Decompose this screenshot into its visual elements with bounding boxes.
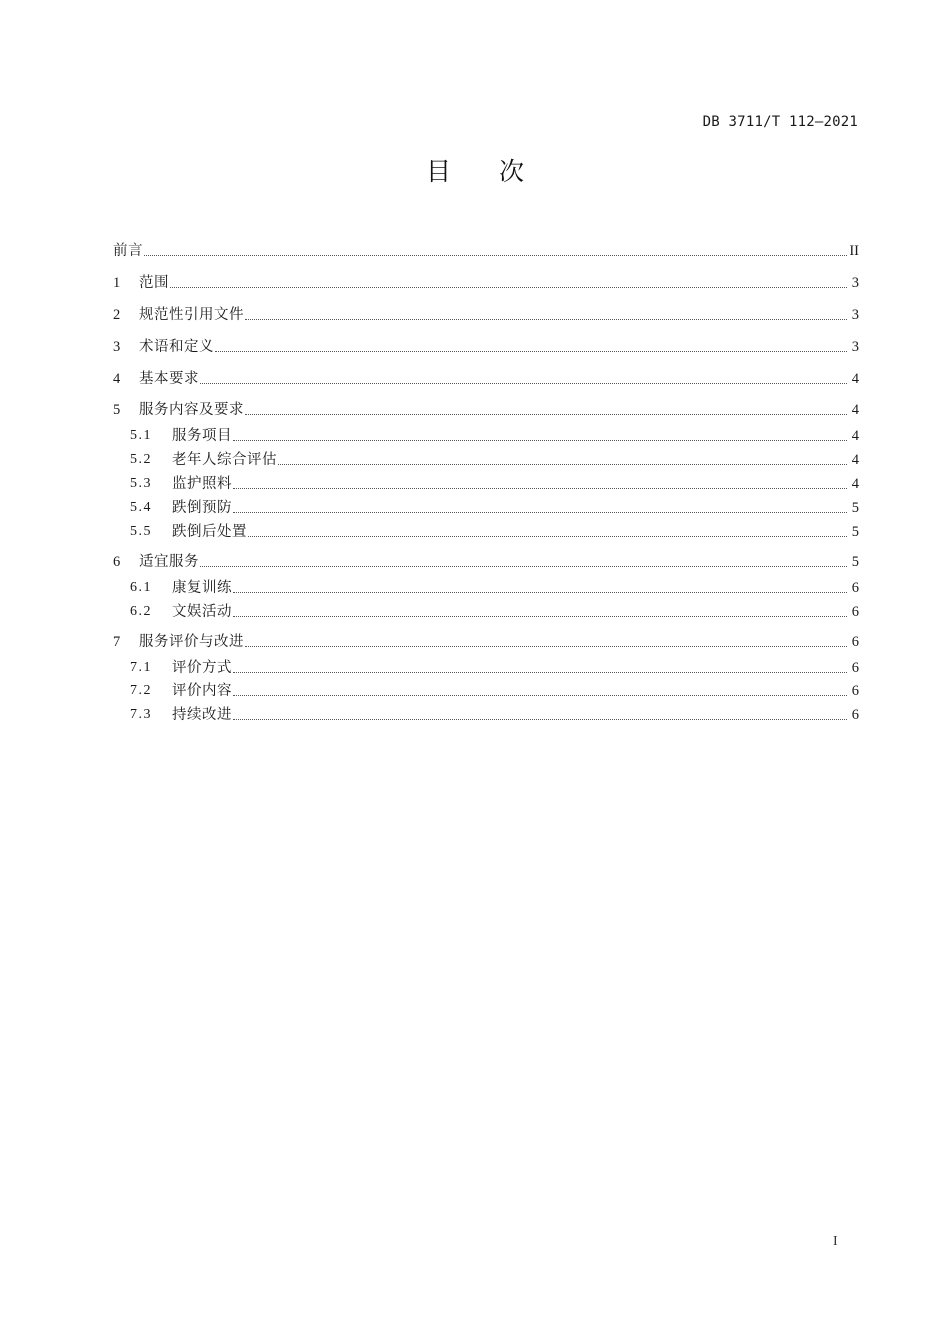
- toc-entry-label: 服务评价与改进: [139, 634, 244, 650]
- toc-entry-page: 6: [851, 660, 859, 676]
- toc-entry-label: 范围: [139, 275, 169, 291]
- toc-entry-number: 7.1: [130, 660, 152, 675]
- dot-leader: [248, 536, 847, 537]
- toc-entry-page: 5: [851, 500, 859, 516]
- toc-entry-page: 6: [851, 634, 859, 650]
- toc-entry-label: 监护照料: [172, 476, 232, 492]
- toc-entry-number: 6.2: [130, 604, 152, 619]
- toc-entry-foreword[interactable]: [113, 240, 859, 262]
- toc-entry-7-3[interactable]: [113, 704, 859, 726]
- document-code: DB 3711/T 112—2021: [702, 114, 858, 130]
- toc-entry-label: 术语和定义: [139, 339, 214, 355]
- toc-entry-page: 6: [851, 580, 859, 596]
- toc-entry-number: 6: [113, 554, 121, 570]
- toc-entry-label: 跌倒后处置: [172, 524, 247, 540]
- toc-entry-page: 3: [851, 307, 859, 323]
- toc-entry-4[interactable]: [113, 368, 859, 390]
- dot-leader: [233, 672, 847, 673]
- toc-entry-number: 5.5: [130, 524, 152, 539]
- toc-entry-label: 服务项目: [172, 428, 232, 444]
- toc-entry-page: 5: [851, 524, 859, 540]
- toc-entry-6-1[interactable]: [113, 577, 859, 599]
- dot-leader: [233, 719, 847, 720]
- toc-entry-page: 4: [851, 371, 859, 387]
- toc-entry-label: 规范性引用文件: [139, 307, 244, 323]
- dot-leader: [233, 592, 847, 593]
- dot-leader: [245, 414, 847, 415]
- toc-entry-label: 评价方式: [172, 660, 232, 676]
- toc-entry-page: 4: [851, 402, 859, 418]
- toc-entry-page: 6: [851, 604, 859, 620]
- toc-entry-label: 文娱活动: [172, 604, 232, 620]
- toc-entry-1[interactable]: [113, 272, 859, 294]
- dot-leader: [233, 440, 847, 441]
- toc-entry-page: 4: [851, 428, 859, 444]
- dot-leader: [144, 255, 847, 256]
- dot-leader: [200, 566, 847, 567]
- toc-entry-6-2[interactable]: [113, 601, 859, 623]
- dot-leader: [200, 383, 847, 384]
- toc-entry-7[interactable]: [113, 631, 859, 653]
- dot-leader: [245, 319, 847, 320]
- toc-entry-number: 5: [113, 402, 121, 418]
- dot-leader: [233, 616, 847, 617]
- dot-leader: [233, 695, 847, 696]
- dot-leader: [233, 488, 847, 489]
- toc-entry-3[interactable]: [113, 336, 859, 358]
- toc-entry-label: 老年人综合评估: [172, 452, 277, 468]
- toc-entry-5-3[interactable]: [113, 473, 859, 495]
- toc-entry-page: 3: [851, 339, 859, 355]
- dot-leader: [215, 351, 847, 352]
- dot-leader: [233, 512, 847, 513]
- dot-leader: [170, 287, 847, 288]
- toc-entry-label: 康复训练: [172, 580, 232, 596]
- toc-entry-number: 5.2: [130, 452, 152, 467]
- toc-entry-5-5[interactable]: [113, 521, 859, 543]
- dot-leader: [245, 646, 847, 647]
- toc-entry-6[interactable]: [113, 551, 859, 573]
- dot-leader: [278, 464, 847, 465]
- page-title: 目次: [425, 157, 572, 186]
- toc-entry-label: 持续改进: [172, 707, 232, 723]
- toc-entry-number: 7.3: [130, 707, 152, 722]
- toc-entry-page: 5: [851, 554, 859, 570]
- toc-entry-page: 6: [851, 683, 859, 699]
- page-number: I: [833, 1234, 838, 1249]
- toc-entry-number: 5.4: [130, 500, 152, 515]
- toc-entry-page: 4: [851, 476, 859, 492]
- toc-entry-number: 4: [113, 371, 121, 387]
- toc-entry-label: 跌倒预防: [172, 500, 232, 516]
- toc-entry-5[interactable]: [113, 399, 859, 421]
- toc-entry-page: 6: [851, 707, 859, 723]
- toc-entry-2[interactable]: [113, 304, 859, 326]
- toc-entry-page: 3: [851, 275, 859, 291]
- toc-entry-5-4[interactable]: [113, 497, 859, 519]
- toc-entry-label: 适宜服务: [139, 554, 199, 570]
- toc-entry-number: 5.3: [130, 476, 152, 491]
- toc-entry-number: 5.1: [130, 428, 152, 443]
- toc-entry-number: 3: [113, 339, 121, 355]
- toc-entry-5-1[interactable]: [113, 425, 859, 447]
- toc-entry-page: II: [849, 243, 859, 259]
- toc-entry-7-2[interactable]: [113, 680, 859, 702]
- toc-entry-number: 7.2: [130, 683, 152, 698]
- toc-entry-label: 基本要求: [139, 371, 199, 387]
- toc-entry-7-1[interactable]: [113, 657, 859, 679]
- toc-entry-5-2[interactable]: [113, 449, 859, 471]
- toc-entry-number: 7: [113, 634, 121, 650]
- toc-entry-number: 6.1: [130, 580, 152, 595]
- toc-entry-label: 服务内容及要求: [139, 402, 244, 418]
- toc-entry-number: 2: [113, 307, 121, 323]
- toc-entry-page: 4: [851, 452, 859, 468]
- toc-entry-label: 评价内容: [172, 683, 232, 699]
- toc-entry-label: 前言: [113, 243, 143, 259]
- toc-entry-number: 1: [113, 275, 121, 291]
